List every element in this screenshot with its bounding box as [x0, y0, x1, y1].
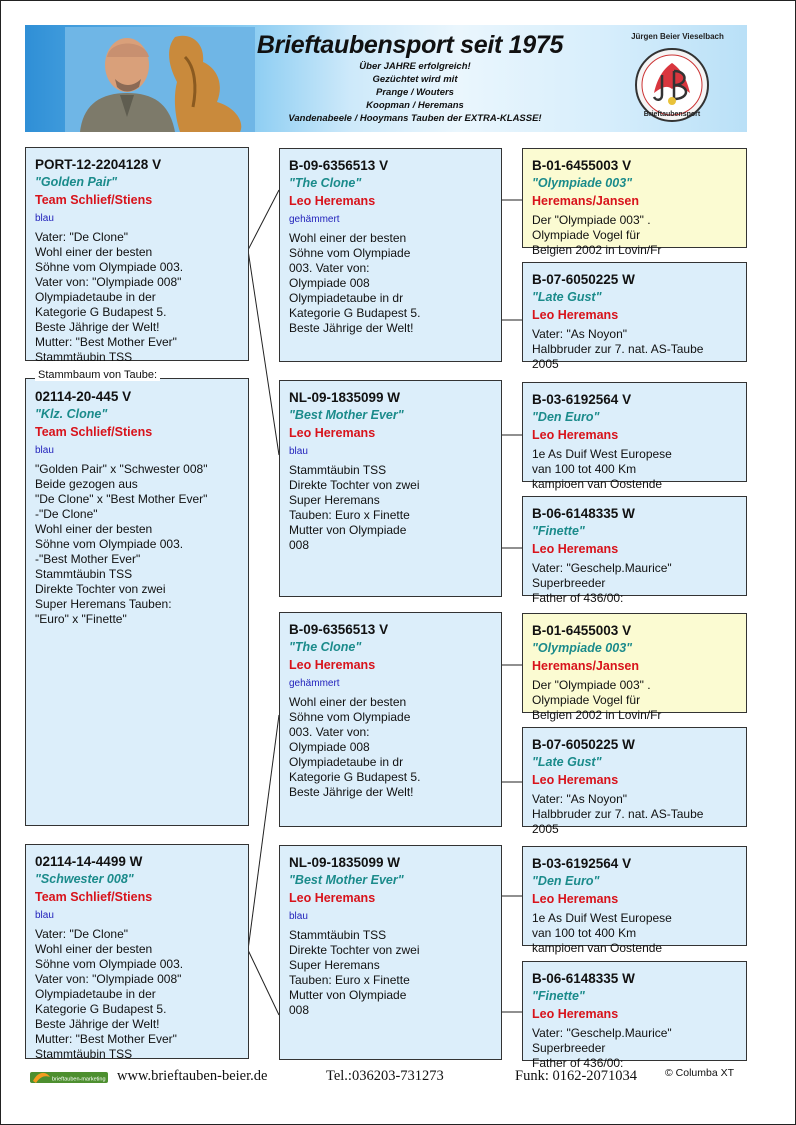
- bird-description: Der "Olympiade 003" . Olympiade Vogel für Belgien 2002 in Lovin/Fr: [532, 678, 662, 722]
- bird-card-mmf: [522, 846, 747, 955]
- ring-number: B-09-6356513 V: [289, 158, 389, 173]
- breeder-name: Team Schlief/Stiens: [35, 193, 153, 207]
- bird-description: Vater: "Geschelp.Maurice" Superbreeder Father of 436/00:: [532, 1026, 672, 1070]
- bird-name: "Late Gust": [532, 290, 602, 304]
- bird-color: blau: [289, 911, 308, 922]
- ring-number: B-01-6455003 V: [532, 158, 632, 173]
- jb-logo-icon: [632, 45, 712, 125]
- bird-card-mfm: [522, 727, 747, 836]
- bird-name: "Klz. Clone": [35, 407, 108, 421]
- breeder-name: Leo Heremans: [532, 542, 619, 556]
- bird-card-ffm: [522, 262, 747, 371]
- bird-description: 1e As Duif West Europese van 100 tot 400 Km kampioen van Oostende: [532, 911, 672, 955]
- ring-number: B-07-6050225 W: [532, 272, 635, 287]
- slogan-line: Über JAHRE erfolgreich!: [359, 61, 471, 72]
- ring-number: NL-09-1835099 W: [289, 855, 401, 870]
- breeder-name: Leo Heremans: [289, 426, 376, 440]
- bird-description: Vater: "Geschelp.Maurice" Superbreeder Father of 436/00:: [532, 561, 672, 605]
- copyright: © Columba XT: [665, 1067, 735, 1079]
- bird-name: "Olympiade 003": [532, 176, 633, 190]
- bird-card-mm: [279, 845, 502, 1060]
- slogan-line: Koopman / Heremans: [366, 100, 464, 111]
- breeder-name: Heremans/Jansen: [532, 194, 640, 208]
- bird-card-mff: [522, 613, 747, 722]
- ring-number: PORT-12-2204128 V: [35, 157, 162, 172]
- bird-name: "Finette": [532, 524, 585, 538]
- ring-number: B-06-6148335 W: [532, 506, 635, 521]
- breeder-name: Leo Heremans: [532, 773, 619, 787]
- header-title: Brieftaubensport seit 1975: [256, 31, 564, 59]
- header-banner: [25, 25, 747, 132]
- marketing-logo-text: brieftauben-marketing: [52, 1076, 106, 1083]
- mobile-number: Funk: 0162-2071034: [515, 1068, 638, 1084]
- bird-card-fff: [522, 148, 747, 257]
- ring-number: B-09-6356513 V: [289, 622, 389, 637]
- bird-description: Stammtäubin TSS Direkte Tochter von zwei Super Heremans Tauben: Euro x Finette Mutter von Olympiade 008: [289, 463, 420, 552]
- breeder-name: Team Schlief/Stiens: [35, 890, 153, 904]
- breeder-name: Leo Heremans: [289, 891, 376, 905]
- bird-name: "Golden Pair": [35, 175, 118, 189]
- bird-card-mother: [25, 844, 249, 1059]
- bird-description: Vater: "De Clone" Wohl einer der besten Söhne vom Olympiade 003. Vater von: "Olympiade 008" Olympiadetaube in der Kategorie G Budapest 5. Beste Jährige der Welt! Mutter: "Best Mother Ever" Stammtäubin TSS: [35, 927, 184, 1061]
- breeder-photo: [65, 27, 255, 132]
- ring-number: 02114-14-4499 W: [35, 854, 143, 869]
- bird-name: "The Clone": [289, 640, 362, 654]
- bird-description: Stammtäubin TSS Direkte Tochter von zwei Super Heremans Tauben: Euro x Finette Mutter von Olympiade 008: [289, 928, 420, 1017]
- bird-color: blau: [35, 910, 54, 921]
- bird-name: "Best Mother Ever": [289, 408, 404, 422]
- breeder-name: Leo Heremans: [532, 892, 619, 906]
- owner-name: Jürgen Beier Vieselbach: [631, 32, 724, 41]
- website-link[interactable]: www.brieftauben-beier.de: [117, 1068, 268, 1084]
- bird-card-mf: [279, 612, 502, 827]
- breeder-name: Leo Heremans: [532, 428, 619, 442]
- breeder-name: Team Schlief/Stiens: [35, 425, 153, 439]
- bird-card-ff: [279, 148, 502, 362]
- breeder-name: Leo Heremans: [289, 658, 376, 672]
- bird-card-mmm: [522, 961, 747, 1070]
- ring-number: B-06-6148335 W: [532, 971, 635, 986]
- bird-color: blau: [35, 213, 54, 224]
- bird-name: "Schwester 008": [35, 872, 134, 886]
- bird-description: Vater: "De Clone" Wohl einer der besten Söhne vom Olympiade 003. Vater von: "Olympiade 008" Olympiadetaube in der Kategorie G Budapest 5. Beste Jährige der Welt! Mutter: "Best Mother Ever" Stammtäubin TSS: [35, 230, 184, 364]
- bird-card-fmm: [522, 496, 747, 605]
- breeder-name: Heremans/Jansen: [532, 659, 640, 673]
- bird-name: "Finette": [532, 989, 585, 1003]
- bird-color: gehämmert: [289, 678, 340, 689]
- bird-color: blau: [35, 445, 54, 456]
- bird-name: "The Clone": [289, 176, 362, 190]
- bird-name: "Olympiade 003": [532, 641, 633, 655]
- phone-number: Tel.:036203-731273: [326, 1068, 444, 1084]
- logo-text: Brieftaubensport: [643, 111, 701, 118]
- footer: [0, 1066, 796, 1090]
- bird-name: "Den Euro": [532, 410, 600, 424]
- ring-number: B-03-6192564 V: [532, 856, 632, 871]
- ring-number: NL-09-1835099 W: [289, 390, 401, 405]
- bird-card-fmf: [522, 382, 747, 491]
- pedigree-caption: Stammbaum von Taube:: [35, 369, 160, 381]
- bird-name: "Den Euro": [532, 874, 600, 888]
- slogan-line: Gezüchtet wird mit: [372, 74, 458, 85]
- slogan-line: Prange / Wouters: [376, 87, 454, 98]
- bird-description: Vater: "As Noyon" Halbbruder zur 7. nat. AS-Taube 2005: [532, 327, 704, 371]
- bird-color: blau: [289, 446, 308, 457]
- bird-description: Wohl einer der besten Söhne vom Olympiade 003. Vater von: Olympiade 008 Olympiadetaube in dr Kategorie G Budapest 5. Beste Jährige der Welt!: [289, 695, 421, 799]
- bird-name: "Best Mother Ever": [289, 873, 404, 887]
- slogan-line: Vandenabeele / Hooymans Tauben der EXTRA-KLASSE!: [288, 113, 542, 124]
- bird-card-father: [25, 147, 249, 364]
- bird-name: "Late Gust": [532, 755, 602, 769]
- bird-color: gehämmert: [289, 214, 340, 225]
- ring-number: 02114-20-445 V: [35, 389, 132, 404]
- bird-card-fm: [279, 380, 502, 597]
- bird-description: "Golden Pair" x "Schwester 008" Beide gezogen aus "De Clone" x "Best Mother Ever" -"De Clone" Wohl einer der besten Söhne vom Olympiade 003. -"Best Mother Ever" Stammtäubin TSS Direkte Tochter von zwei Super Heremans Tauben: "Euro" x "Finette": [35, 462, 208, 626]
- bird-description: Vater: "As Noyon" Halbbruder zur 7. nat. AS-Taube 2005: [532, 792, 704, 836]
- bird-description: Der "Olympiade 003" . Olympiade Vogel für Belgien 2002 in Lovin/Fr: [532, 213, 662, 257]
- marketing-logo-icon: [30, 1069, 108, 1086]
- bird-description: 1e As Duif West Europese van 100 tot 400 Km kampioen van Oostende: [532, 447, 672, 491]
- bird-card-main: [25, 378, 249, 826]
- bird-description: Wohl einer der besten Söhne vom Olympiade 003. Vater von: Olympiade 008 Olympiadetaube in dr Kategorie G Budapest 5. Beste Jährige der Welt!: [289, 231, 421, 335]
- ring-number: B-07-6050225 W: [532, 737, 635, 752]
- ring-number: B-03-6192564 V: [532, 392, 632, 407]
- breeder-name: Leo Heremans: [532, 1007, 619, 1021]
- breeder-name: Leo Heremans: [289, 194, 376, 208]
- header-slogan: [280, 60, 550, 125]
- ring-number: B-01-6455003 V: [532, 623, 632, 638]
- breeder-name: Leo Heremans: [532, 308, 619, 322]
